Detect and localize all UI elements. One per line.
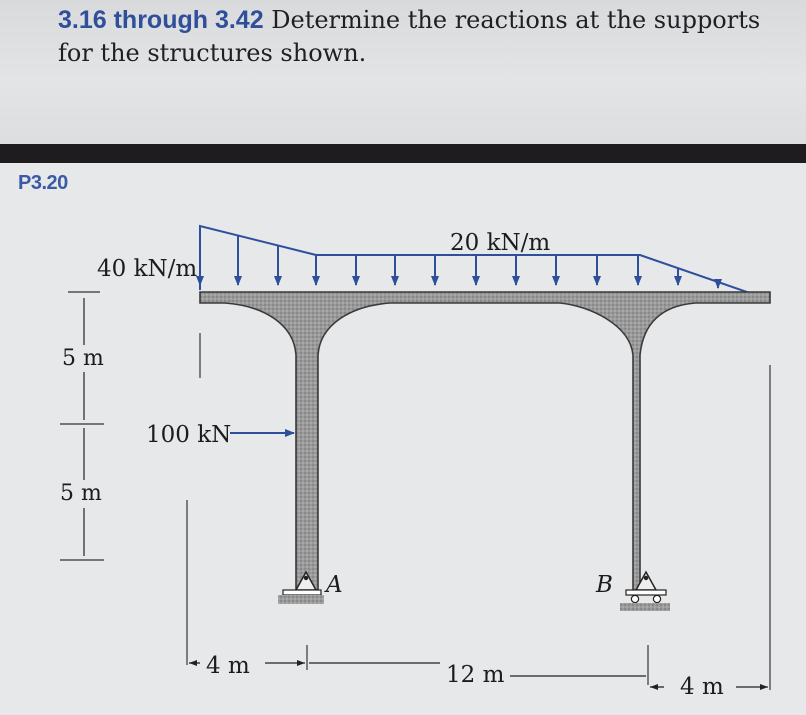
figure-panel — [0, 163, 806, 715]
problem-statement — [58, 4, 788, 70]
span-right-label: 4 m — [680, 674, 724, 700]
roller-support-b — [620, 572, 670, 611]
support-b-label: B — [596, 572, 613, 598]
height-lower-label: 5 m — [60, 481, 102, 506]
right-load-label: 20 kN/m — [450, 230, 551, 256]
height-upper-label: 5 m — [62, 346, 104, 371]
span-main-label: 12 m — [446, 662, 505, 688]
support-a-label: A — [326, 572, 343, 598]
vertical-dimension — [60, 292, 104, 560]
left-load-label: 40 kN/m — [97, 256, 198, 282]
point-load-label: 100 kN — [146, 422, 232, 448]
extension-lines — [187, 333, 770, 690]
page-gap — [0, 144, 806, 163]
problem-range: 3.16 through 3.42 — [58, 6, 264, 34]
instruction-text: Determine the reactions at the supports for the structures shown. — [58, 6, 761, 67]
span-left-label: 4 m — [206, 653, 250, 679]
problem-id: P3.20 — [18, 172, 68, 194]
frame-diagram — [0, 163, 806, 715]
frame-member — [200, 292, 770, 590]
textbook-header — [0, 0, 806, 144]
